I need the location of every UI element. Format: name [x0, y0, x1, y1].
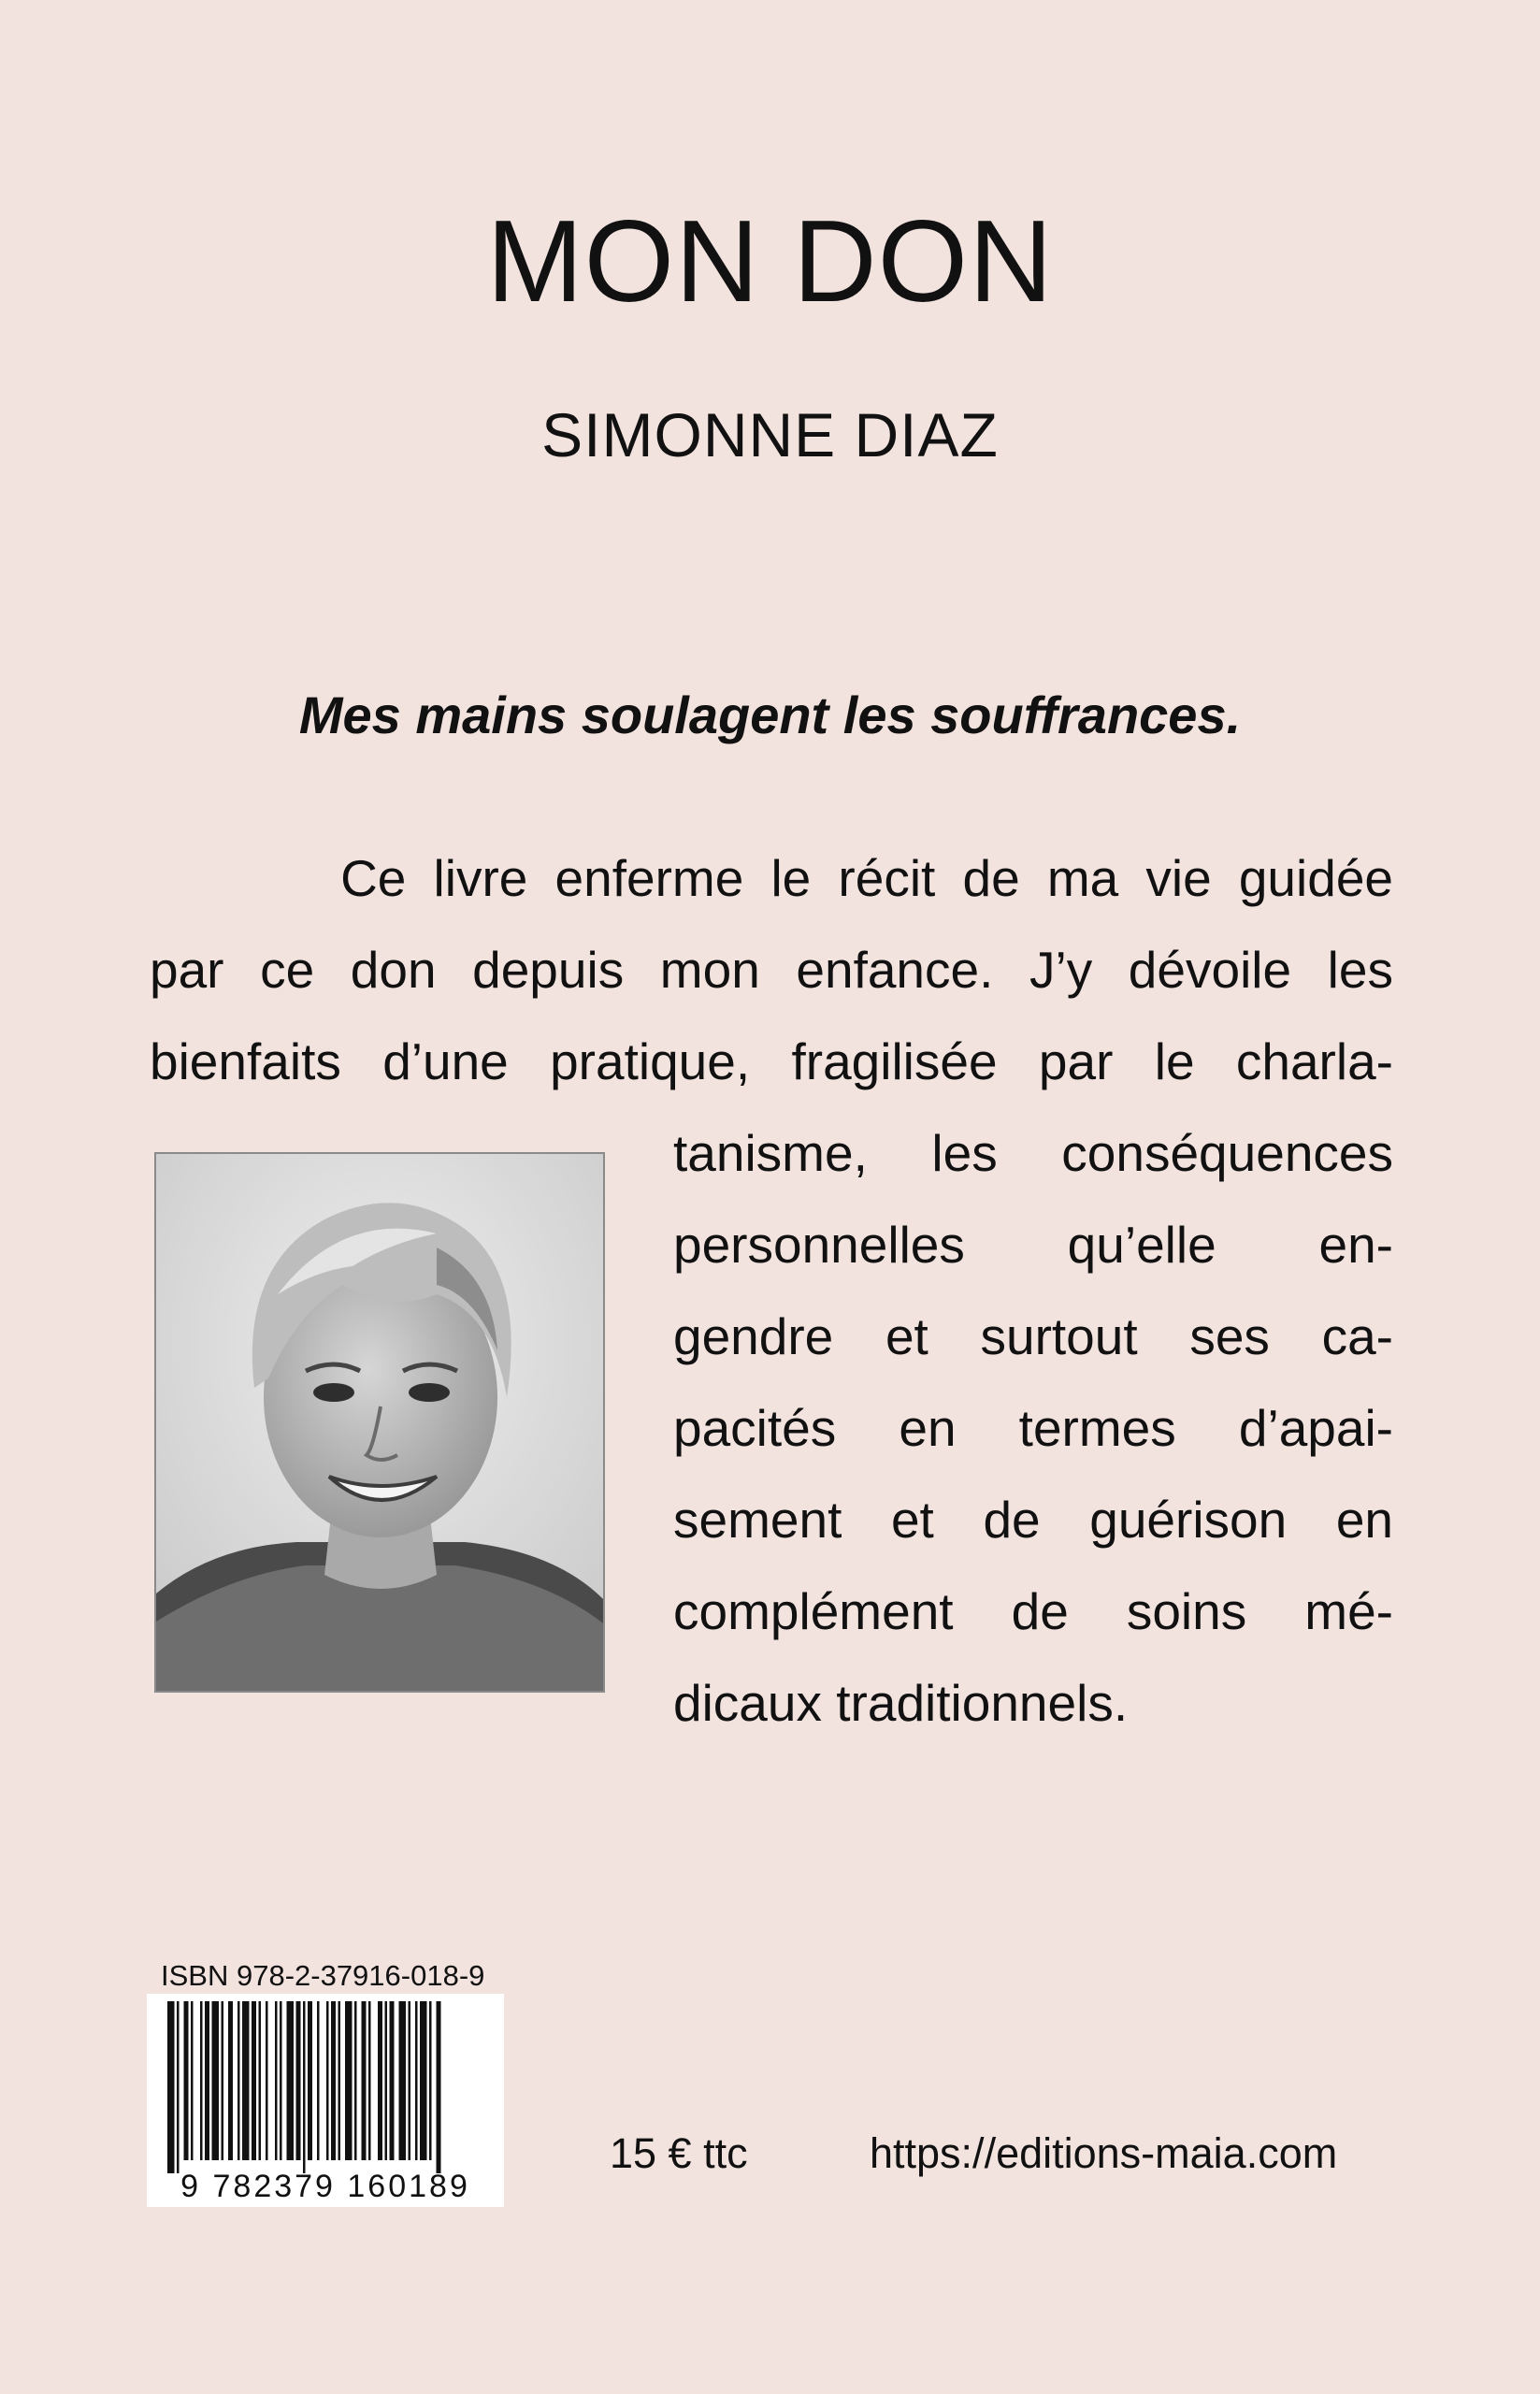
barcode-bar	[296, 2001, 301, 2160]
blurb-line: personnelles qu’elle en-	[673, 1216, 1393, 1274]
barcode-bar	[242, 2001, 250, 2160]
barcode-bar	[275, 2001, 278, 2160]
isbn-label: ISBN 978-2-37916-018-9	[161, 1959, 485, 1992]
barcode-bar	[362, 2001, 367, 2160]
blurb-line: pacités en termes d’apai-	[673, 1399, 1393, 1457]
barcode-bar	[385, 2001, 388, 2160]
barcode-bar	[409, 2001, 411, 2160]
barcode-bar	[415, 2001, 418, 2160]
barcode-bar	[177, 2001, 180, 2173]
blurb-line: complément de soins mé-	[673, 1582, 1393, 1640]
barcode-bar	[420, 2001, 427, 2160]
publisher-website: https://editions-maia.com	[870, 2129, 1338, 2177]
blurb-line: sement et de guérison en	[673, 1491, 1393, 1549]
barcode-bar	[266, 2001, 268, 2160]
barcode-bar	[280, 2001, 282, 2160]
price: 15 € ttc	[610, 2129, 748, 2177]
barcode-bar	[326, 2001, 329, 2160]
barcode-bar	[399, 2001, 407, 2160]
barcode-bar	[167, 2001, 175, 2173]
author-photo	[154, 1152, 605, 1693]
blurb-line: par ce don depuis mon enfance. J’y dévoile les	[150, 941, 1393, 999]
barcode-bar	[345, 2001, 353, 2160]
barcode-bar	[212, 2001, 220, 2160]
barcode-bar	[368, 2001, 371, 2160]
barcode-bar	[338, 2001, 341, 2160]
barcode-bar	[205, 2001, 209, 2160]
author-name: SIMONNE DIAZ	[541, 400, 999, 469]
tagline: Mes mains soulagent les souffrances.	[298, 685, 1242, 744]
blurb-line: tanisme, les conséquences	[673, 1124, 1393, 1182]
barcode-bar	[222, 2001, 224, 2160]
barcode-bar	[390, 2001, 395, 2160]
barcode-bar	[237, 2001, 240, 2160]
barcode-bar	[437, 2001, 441, 2173]
barcode-bar	[303, 2001, 306, 2173]
blurb-line: dicaux traditionnels.	[673, 1674, 1129, 1732]
barcode-bar	[331, 2001, 336, 2160]
blurb-intro	[150, 832, 1393, 1107]
barcode-bar	[228, 2001, 233, 2160]
barcode-bar	[378, 2001, 382, 2160]
barcode-bar	[252, 2001, 256, 2160]
barcode-bar	[259, 2001, 262, 2160]
barcode-bar	[287, 2001, 295, 2160]
barcode-bar	[429, 2001, 432, 2160]
blurb-line: Ce livre enferme le récit de ma vie guidée	[150, 849, 1393, 907]
barcode-digits: 9 782379 160189	[180, 2169, 470, 2204]
barcode-bar	[308, 2001, 312, 2160]
portrait-illustration	[156, 1154, 605, 1693]
blurb-line: bienfaits d’une pratique, fragilisée par le charla-	[150, 1032, 1393, 1090]
barcode	[147, 1994, 504, 2207]
blurb-line: gendre et surtout ses ca-	[673, 1307, 1393, 1365]
book-title: MON DON	[486, 197, 1054, 326]
barcode-bar	[184, 2001, 189, 2160]
blurb-continued	[673, 1107, 1393, 1749]
barcode-bar	[200, 2001, 203, 2160]
barcode-bar	[354, 2001, 357, 2160]
barcode-bar	[317, 2001, 320, 2160]
barcode-bar	[191, 2001, 194, 2160]
